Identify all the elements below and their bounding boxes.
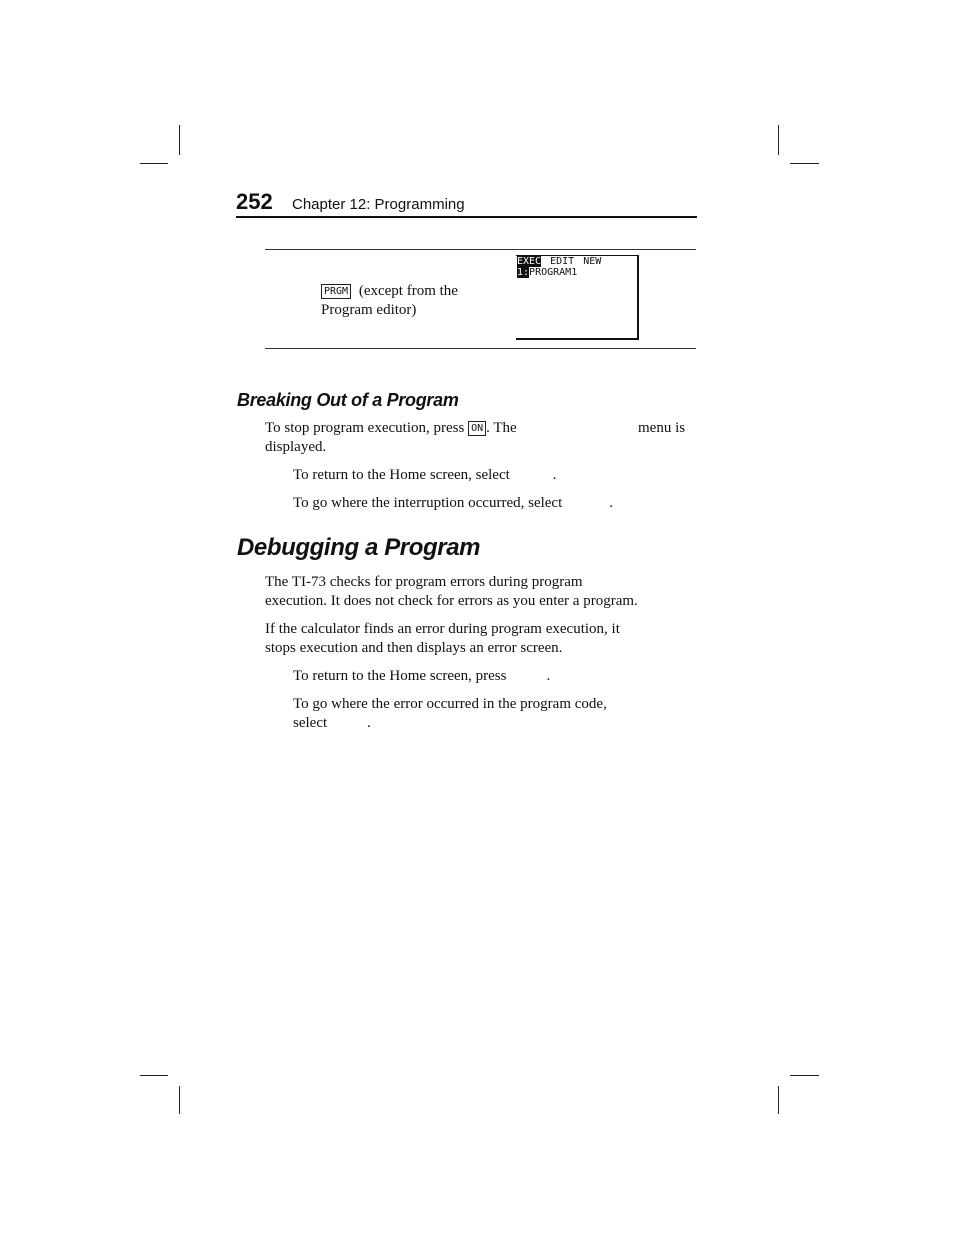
- crop-mark-top-right-horizontal: [790, 163, 819, 164]
- crop-mark-bottom-left-vertical: [179, 1086, 180, 1114]
- breaking-bullet-2: To go where the interruption occurred, select .: [293, 495, 614, 511]
- header-rule: [236, 216, 697, 218]
- debugging-bullet-1: To return to the Home screen, press .: [293, 668, 551, 684]
- breaking-bullet-1: To return to the Home screen, select .: [293, 467, 557, 483]
- prgm-key: PRGM: [321, 284, 351, 299]
- crop-mark-bottom-right-horizontal: [790, 1075, 819, 1076]
- breaking-para-pre: To stop program execution, press: [265, 420, 465, 436]
- crop-mark-top-right-vertical: [778, 125, 779, 155]
- screen-menu-edit: EDIT: [550, 256, 575, 267]
- section-heading-breaking: Breaking Out of a Program: [237, 390, 459, 410]
- screen-item-row: [516, 267, 637, 278]
- screen-menu-exec: EXEC: [517, 256, 542, 267]
- debugging-paragraph-1: The TI-73 checks for program errors during program execution. It does not check for errors as you enter a program.: [265, 574, 638, 609]
- breaking-para-mid: . The: [486, 420, 517, 436]
- crop-mark-top-left-vertical: [179, 125, 180, 155]
- crop-mark-bottom-right-vertical: [778, 1086, 779, 1114]
- table-instruction: [321, 282, 506, 320]
- section-heading-debugging: Debugging a Program: [237, 534, 481, 561]
- crop-mark-bottom-left-horizontal: [140, 1075, 168, 1076]
- instruction-suffix: (except from the: [358, 283, 458, 299]
- breaking-para-line2: displayed.: [265, 439, 327, 455]
- screen-item-number: 1:: [517, 267, 530, 278]
- table-bottom-rule: [265, 348, 696, 349]
- screen-menu-new: NEW: [583, 256, 602, 267]
- debugging-paragraph-2: If the calculator finds an error during program execution, it stops execution and then displays an error screen.: [265, 621, 620, 656]
- page-number: 252: [236, 189, 273, 214]
- screen-menu-row: [516, 256, 637, 267]
- chapter-title: Chapter 12: Programming: [292, 196, 465, 213]
- calculator-screen: [516, 255, 639, 340]
- breaking-para-post: menu is: [638, 420, 686, 436]
- instruction-line2: Program editor): [321, 302, 417, 318]
- screen-item-name: PROGRAM1: [529, 267, 578, 278]
- table-top-rule: [265, 249, 696, 250]
- on-key: ON: [468, 421, 486, 436]
- debugging-bullet-2: To go where the error occurred in the program code, select .: [293, 696, 607, 731]
- breaking-paragraph: [265, 419, 697, 457]
- crop-mark-top-left-horizontal: [140, 163, 168, 164]
